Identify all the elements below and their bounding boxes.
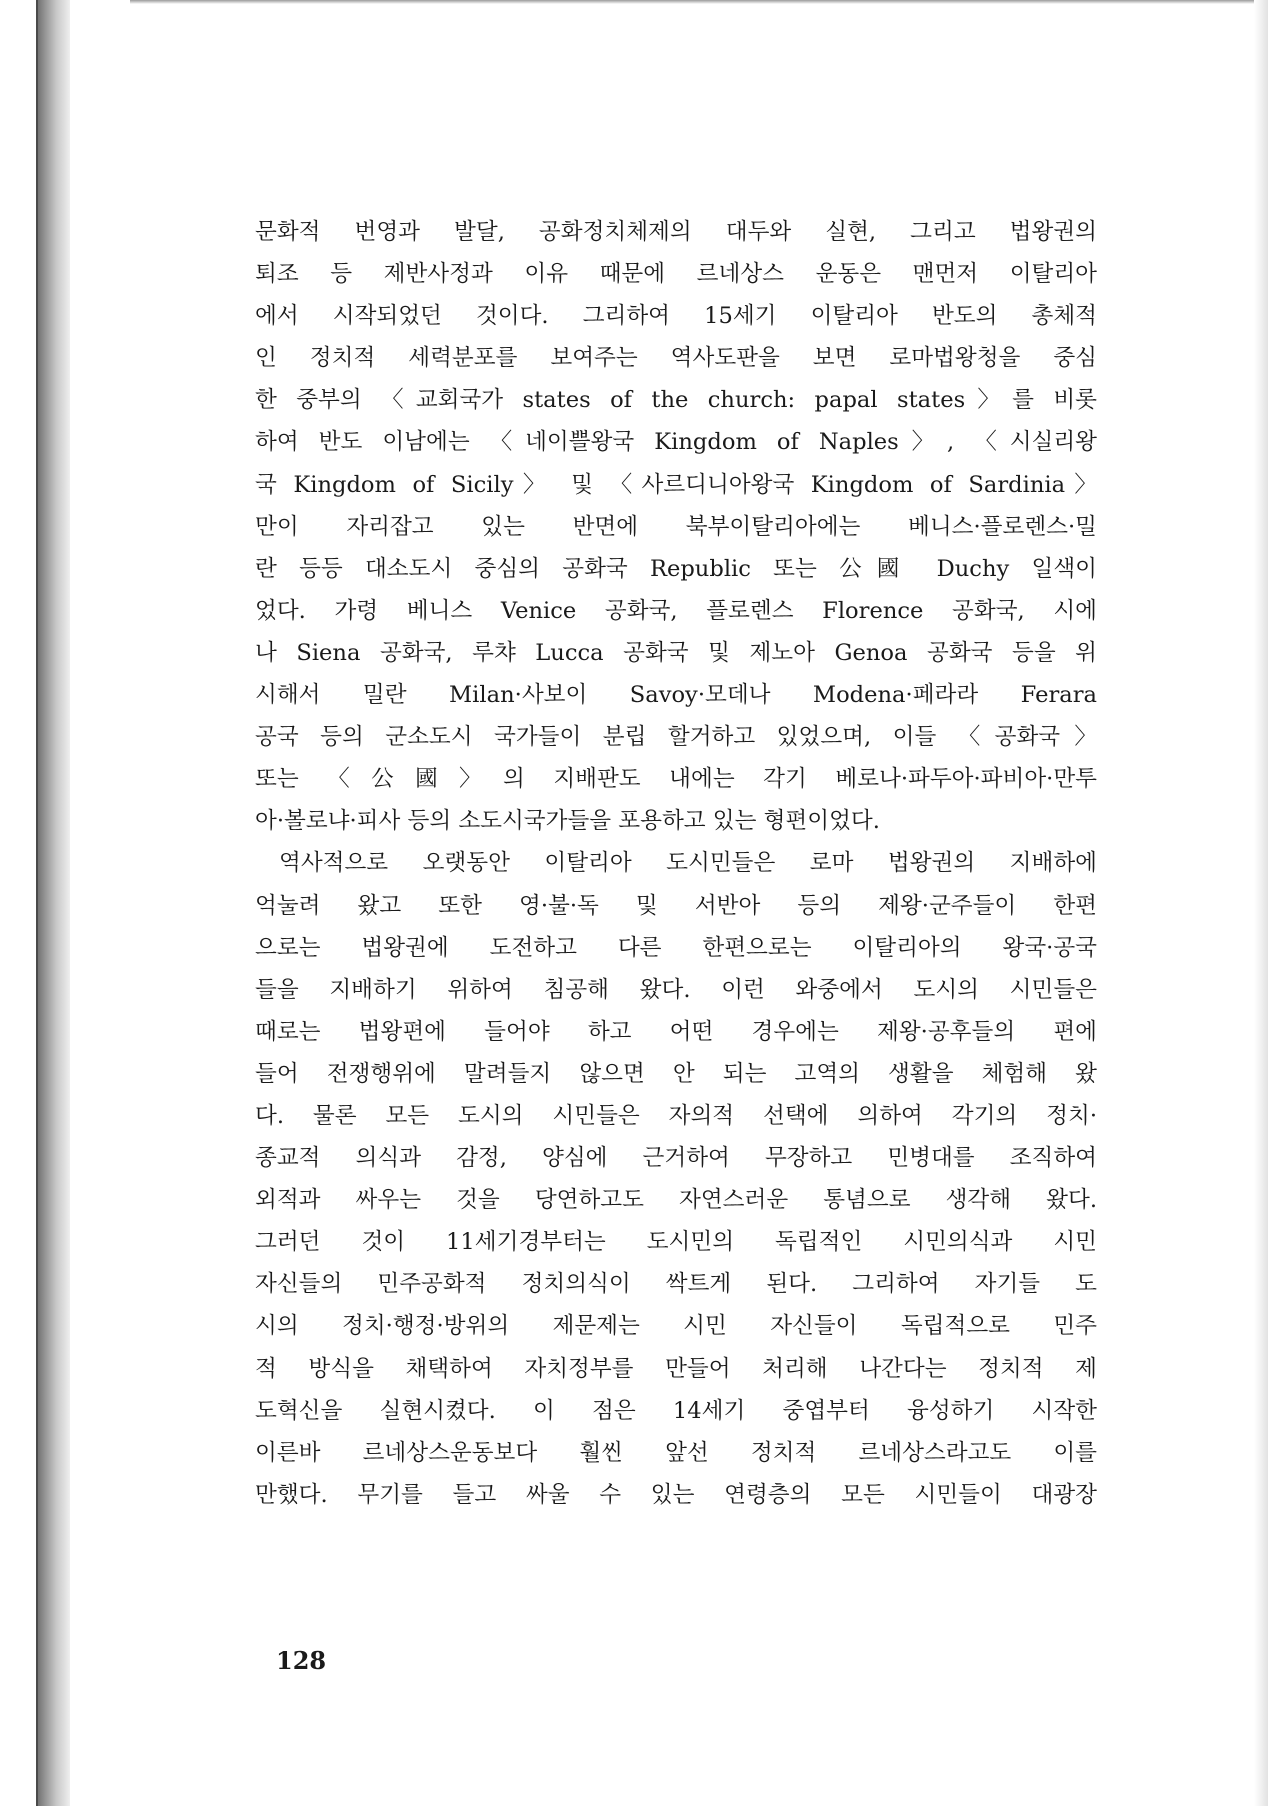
text-line: 들어 전쟁행위에 말려들지 않으면 안 되는 고역의 생활을 체험해 왔 [255,1060,1097,1087]
text-line: 공국 등의 군소도시 국가들이 분립 할거하고 있었으며, 이들 〈공화국〉 [255,724,1097,751]
text-line: 나 Siena 공화국, 루챠 Lucca 공화국 및 제노아 Genoa 공화국 등을 위 [255,639,1097,666]
book-edge-line [36,0,38,1806]
text-line: 적 방식을 채택하여 자치정부를 만들어 처리해 나간다는 정치적 제 [255,1355,1097,1382]
text-line: 인 정치적 세력분포를 보여주는 역사도판을 보면 로마법왕청을 중심 [255,345,1097,372]
text-line: 국 Kingdom of Sicily〉 및 〈사르디니아왕국 Kingdom of Sardinia〉 [255,471,1097,498]
page-number: 128 [276,1646,327,1675]
text-line: 하여 반도 이남에는 〈네이쁠왕국 Kingdom of Naples〉, 〈시실리왕 [255,429,1097,456]
text-line: 퇴조 등 제반사정과 이유 때문에 르네상스 운동은 맨먼저 이탈리아 [255,261,1097,288]
text-line: 시해서 밀란 Milan·사보이 Savoy·모데나 Modena·페라라 Ferara [255,682,1097,709]
book-spine-shadow [36,0,70,1806]
text-line: 만했다. 무기를 들고 싸울 수 있는 연령층의 모든 시민들이 대광장 [255,1481,1097,1508]
text-line: 이른바 르네상스운동보다 훨씬 앞선 정치적 르네상스라고도 이를 [255,1439,1097,1466]
text-line: 그러던 것이 11세기경부터는 도시민의 독립적인 시민의식과 시민 [255,1229,1097,1256]
text-line: 외적과 싸우는 것을 당연하고도 자연스러운 통념으로 생각해 왔다. [255,1187,1097,1214]
text-line-paragraph-start: 역사적으로 오랫동안 이탈리아 도시민들은 로마 법왕권의 지배하에 [279,850,1097,877]
text-line: 도혁신을 실현시켰다. 이 점은 14세기 중엽부터 융성하기 시작한 [255,1397,1097,1424]
text-line: 란 등등 대소도시 중심의 공화국 Republic 또는 公國 Duchy 일색이 [255,555,1097,582]
text-line: 종교적 의식과 감정, 양심에 근거하여 무장하고 민병대를 조직하여 [255,1145,1097,1172]
text-line: 한 중부의 〈교회국가 states of the church: papal states〉를 비롯 [255,387,1097,414]
text-line: 으로는 법왕권에 도전하고 다른 한편으로는 이탈리아의 왕국·공국 [255,934,1097,961]
text-line: 만이 자리잡고 있는 반면에 북부이탈리아에는 베니스·플로렌스·밀 [255,513,1097,540]
text-line: 시의 정치·행정·방위의 제문제는 시민 자신들이 독립적으로 민주 [255,1313,1097,1340]
text-line: 아·볼로냐·피사 등의 소도시국가들을 포용하고 있는 형편이었다. [255,808,880,835]
page-top-edge [130,0,1268,4]
text-line: 들을 지배하기 위하여 침공해 왔다. 이런 와중에서 도시의 시민들은 [255,976,1097,1003]
page-right-shadow [1254,0,1268,1806]
text-line: 억눌려 왔고 또한 영·불·독 및 서반아 등의 제왕·군주들이 한편 [255,892,1097,919]
text-line: 때로는 법왕편에 들어야 하고 어떤 경우에는 제왕·공후들의 편에 [255,1018,1097,1045]
text-line: 문화적 번영과 발달, 공화정치체제의 대두와 실현, 그리고 법왕권의 [255,219,1097,245]
text-line: 자신들의 민주공화적 정치의식이 싹트게 된다. 그리하여 자기들 도 [255,1271,1097,1298]
text-line: 었다. 가령 베니스 Venice 공화국, 플로렌스 Florence 공화국, 시에 [255,597,1097,624]
text-line: 다. 물론 모든 도시의 시민들은 자의적 선택에 의하여 각기의 정치· [255,1102,1097,1129]
text-line: 또는 〈公國〉의 지배판도 내에는 각기 베로나·파두아·파비아·만투 [255,766,1097,793]
text-line: 에서 시작되었던 것이다. 그리하여 15세기 이탈리아 반도의 총체적 [255,303,1097,330]
body-text [255,211,1097,1516]
